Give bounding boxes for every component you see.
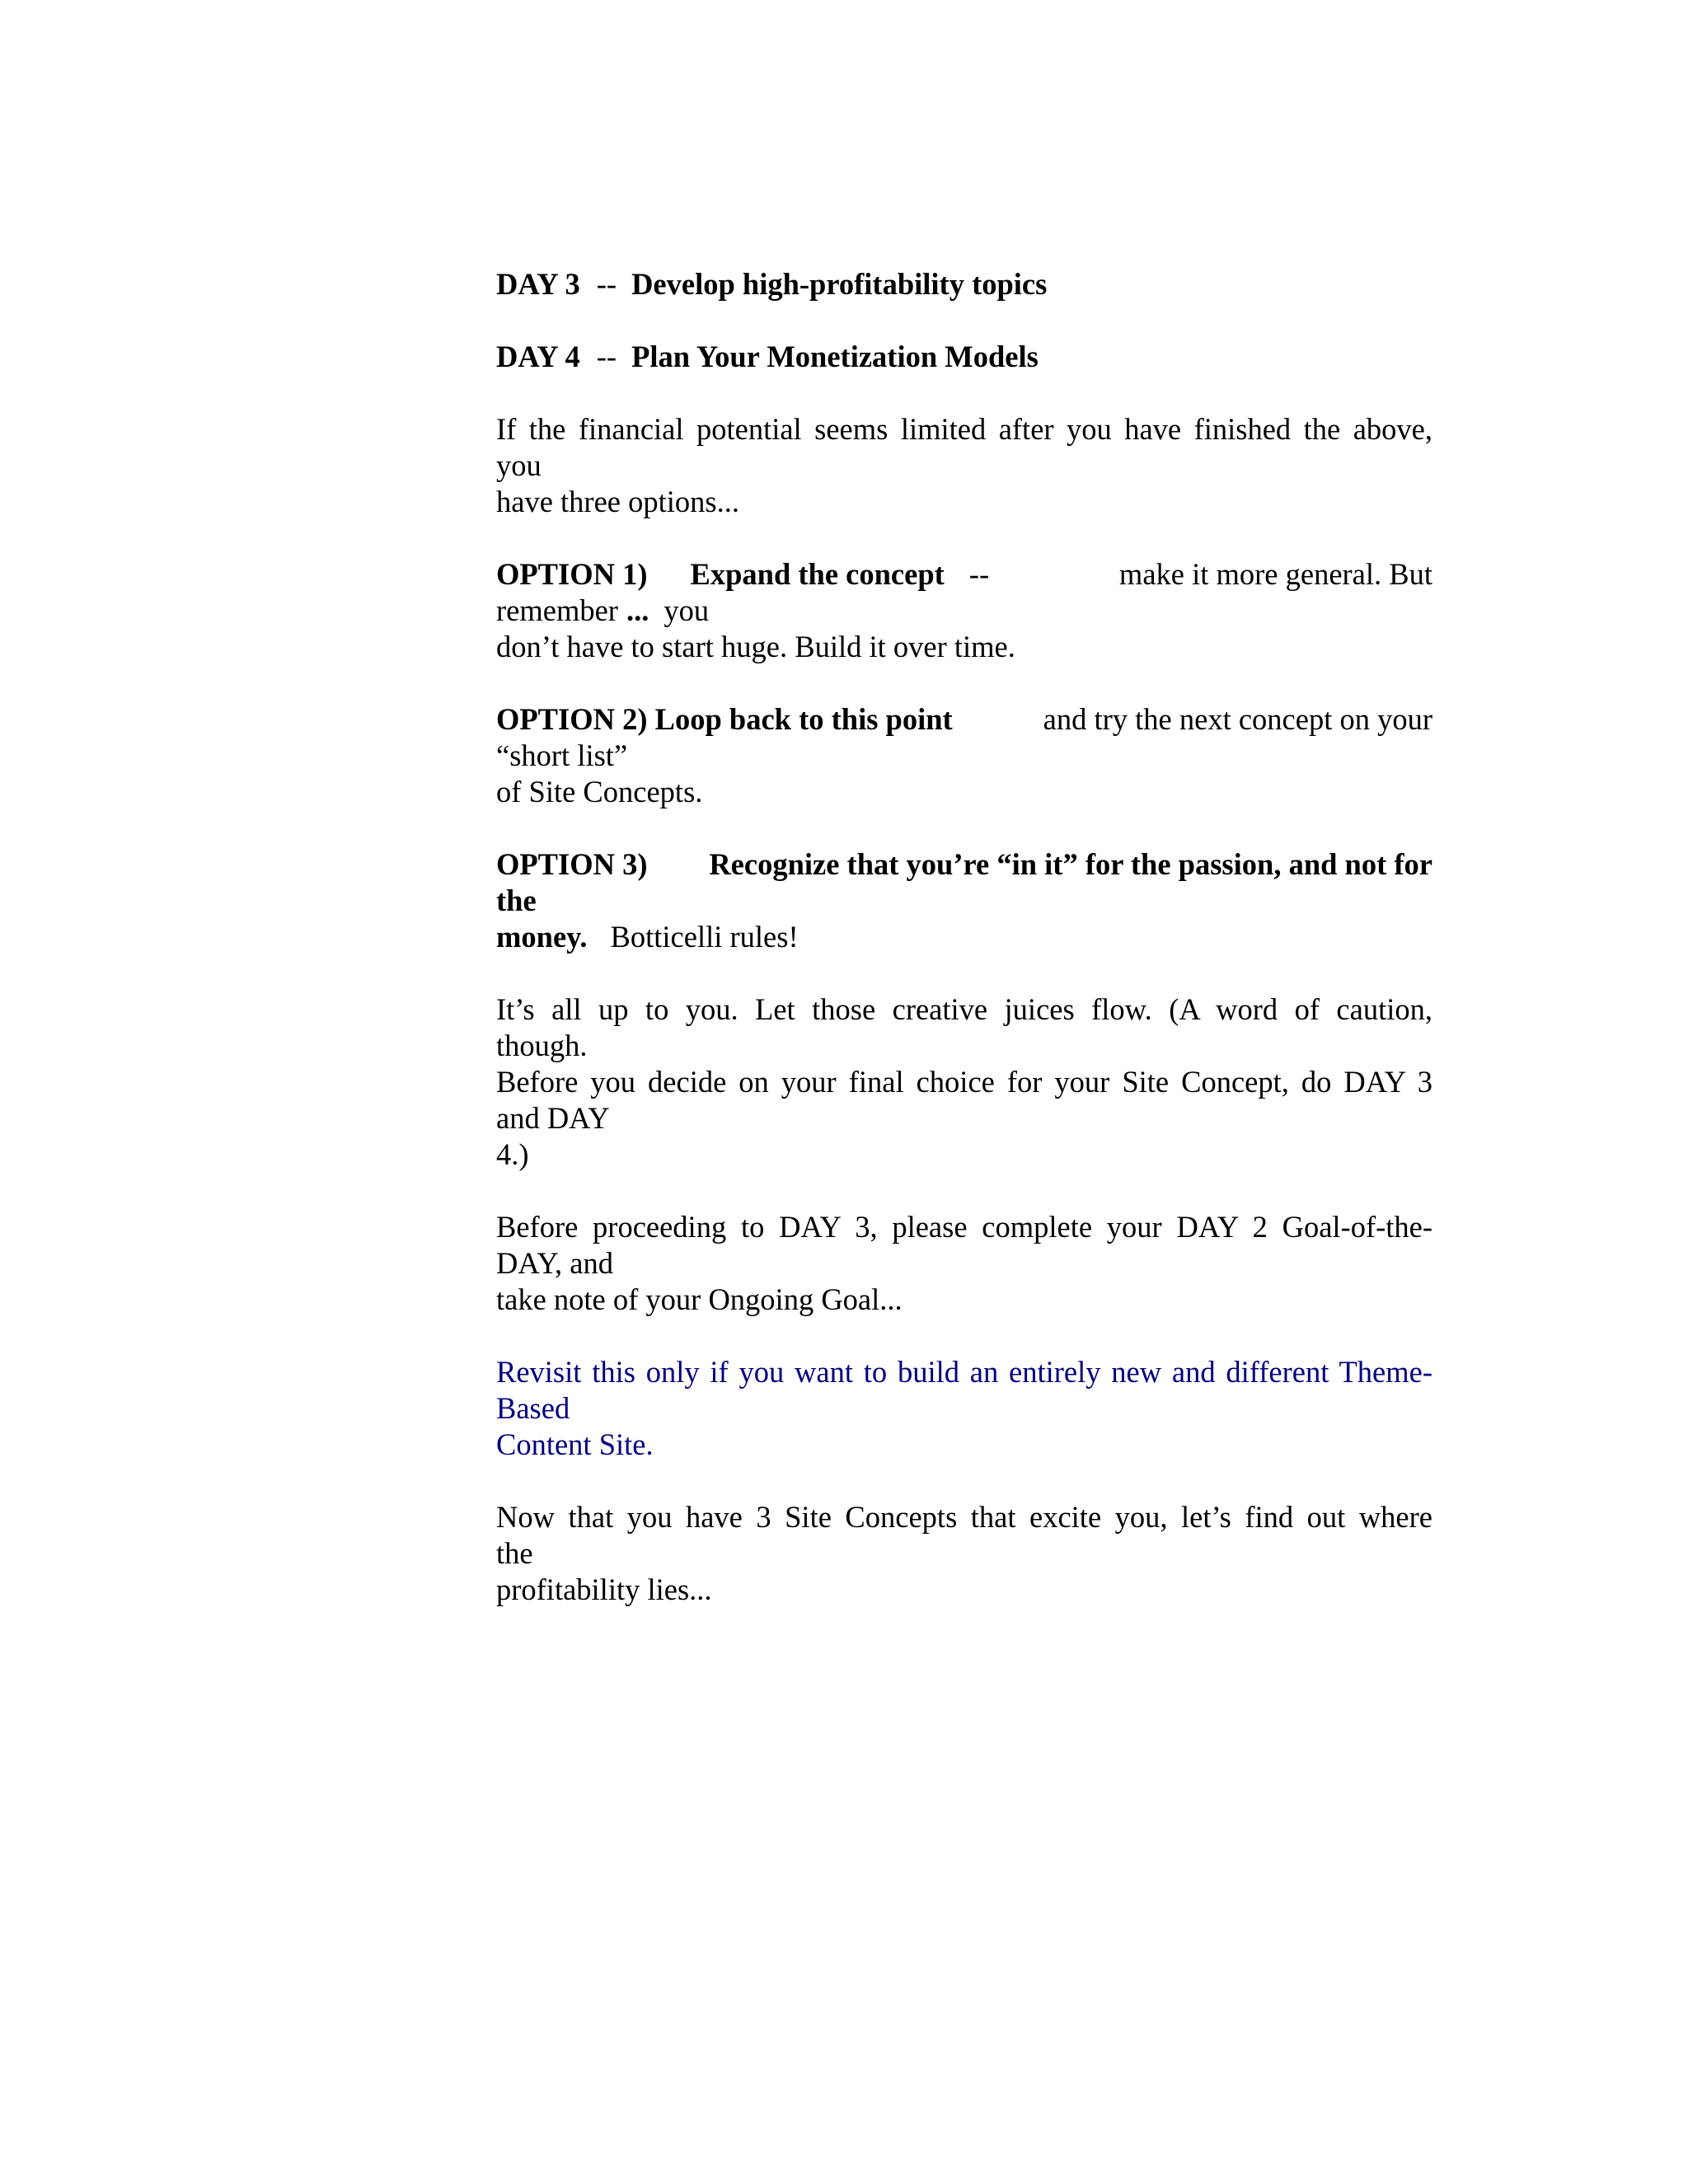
option-1-line-3: don’t have to start huge. Build it over time. <box>496 630 1015 663</box>
option-2-line-3: of Site Concepts. <box>496 775 703 808</box>
day3-label: DAY 3 <box>496 267 580 301</box>
option-1-you: you <box>663 593 710 627</box>
paragraph-3-line-1: Before proceeding to DAY 3, please complete your DAY 2 Goal-of-the- <box>496 1210 1432 1244</box>
day4-text: Plan Your Monetization Models <box>631 340 1039 373</box>
day4-label: DAY 4 <box>496 340 580 373</box>
day4-separator: -- <box>596 340 617 373</box>
paragraph-3-line-2: DAY, and <box>496 1246 613 1280</box>
option-3-label: OPTION 3) <box>496 847 648 881</box>
paragraph-5-line-1: Now that you have 3 Site Concepts that excite you, let’s find out where <box>496 1500 1432 1534</box>
paragraph-1-line-2: you <box>496 448 542 482</box>
paragraph-5-line-3: profitability lies... <box>496 1572 712 1606</box>
day4-heading <box>496 339 1432 375</box>
option-1-ellipsis: ... <box>626 593 649 627</box>
option-1-tail: make it more general. But <box>1118 557 1432 591</box>
option-2-line-1 <box>496 701 1432 738</box>
paragraph-5-line-2: the <box>496 1536 533 1570</box>
option-2-tail: and try the next concept on your <box>1043 702 1432 736</box>
paragraph-4-line-3: Content Site. <box>496 1427 654 1461</box>
paragraph-1-line-3: have three options... <box>496 485 739 518</box>
paragraph-2-line-1: It’s all up to you. Let those creative juices flow. (A word of caution, <box>496 992 1432 1026</box>
paragraph-2-line-3: Before you decide on your final choice for your Site Concept, do DAY 3 <box>496 1065 1432 1099</box>
option-1-line-1 <box>496 556 1432 593</box>
paragraph-4-line-2: Based <box>496 1391 570 1425</box>
paragraph-1-line-1: If the financial potential seems limited after you have finished the above, <box>496 412 1432 446</box>
option-2-line-2: “short list” <box>496 738 628 772</box>
paragraph-2-line-5: 4.) <box>496 1137 529 1171</box>
option-3-line-3 <box>496 919 1432 955</box>
paragraph-2-line-2: though. <box>496 1029 588 1062</box>
option-3-line-1 <box>496 846 1432 883</box>
option-1-separator: -- <box>968 557 990 591</box>
option-2-bold-text: OPTION 2) Loop back to this point <box>496 702 953 736</box>
option-1-label: OPTION 1) <box>496 557 648 591</box>
option-1-line-2 <box>496 593 1432 629</box>
day3-text: Develop high-profitability topics <box>631 267 1048 301</box>
option-3-bold-text: Recognize that you’re “in it” for the passion, and not for <box>709 847 1432 881</box>
option-3-line-2: the <box>496 883 537 917</box>
paragraph-4-line-1: Revisit this only if you want to build an entirely new and different Theme- <box>496 1355 1432 1389</box>
paragraph-2-line-4: and DAY <box>496 1101 610 1135</box>
paragraph-3-line-3: take note of your Ongoing Goal... <box>496 1282 903 1316</box>
option-1-bold-text: Expand the concept <box>690 557 945 591</box>
day3-separator: -- <box>596 267 617 301</box>
option-1-remember: remember <box>496 593 618 627</box>
day3-heading <box>496 266 1432 302</box>
option-3-money: money. <box>496 920 588 954</box>
option-3-botticelli: Botticelli rules! <box>610 920 799 954</box>
